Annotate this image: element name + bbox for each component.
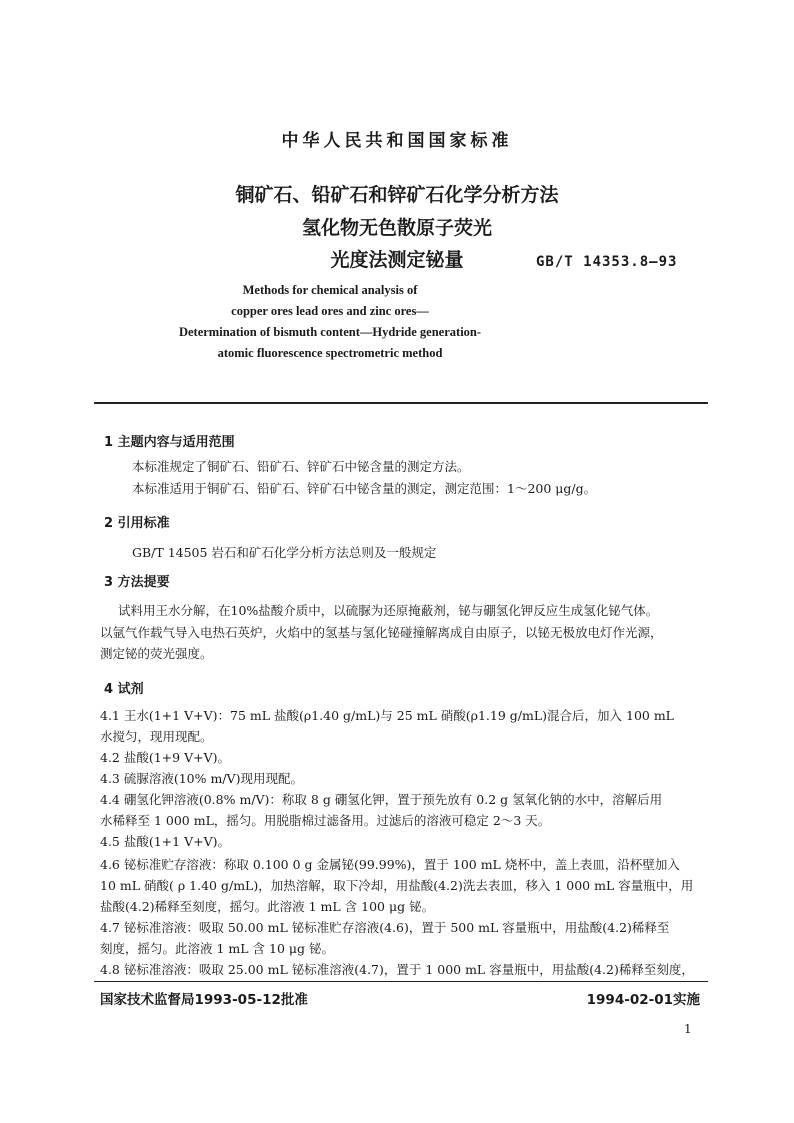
- approval-date: 国家技术监督局1993-05-12批准: [100, 992, 308, 1008]
- section-3-line-3: 测定铋的荧光强度。: [100, 646, 213, 661]
- section-4-line-1: 4.1 王水(1+1 V+V)：75 mL 盐酸(ρ1.40 g/mL)与 25 mL 硝酸(ρ1.19 g/mL)混合后，加入 100 mL: [100, 708, 674, 723]
- title-line-2: 氢化物无色散原子荧光: [301, 217, 492, 239]
- section-4-line-13: 4.8 铋标准溶液：吸取 25.00 mL 铋标准溶液(4.7)，置于 1 000 mL 容量瓶中，用盐酸(4.2)稀释至刻度，: [100, 962, 694, 977]
- section-1-line-1: 本标准规定了铜矿石、铅矿石、锌矿石中铋含量的测定方法。: [132, 459, 470, 474]
- english-title-line-4: atomic fluorescence spectrometric method: [217, 346, 443, 360]
- section-3-line-1: 试料用王水分解，在10%盐酸介质中，以硫脲为还原掩蔽剂，铋与硼氢化钾反应生成氢化铋气体。: [118, 603, 659, 618]
- standard-code: GB/T 14353.8—93: [536, 254, 678, 270]
- section-4-line-8: 4.6 铋标准贮存溶液：称取 0.100 0 g 金属铋(99.99%)，置于 100 mL 烧杯中，盖上表皿，沿杯壁加入: [100, 857, 680, 872]
- footer-divider: [94, 981, 708, 982]
- section-4-line-3: 4.2 盐酸(1+9 V+V)。: [100, 750, 230, 765]
- section-1-line-2: 本标准适用于铜矿石、铅矿石、锌矿石中铋含量的测定，测定范围：1～200 μg/g。: [132, 481, 597, 496]
- section-4-line-9: 10 mL 硝酸( ρ 1.40 g/mL)，加热溶解，取下冷却，用盐酸(4.2)洗去表皿，移入 1 000 mL 容量瓶中，用: [100, 878, 694, 893]
- section-4-line-5: 4.4 硼氢化钾溶液(0.8% m/V)：称取 8 g 硼氢化钾，置于预先放有 0.2 g 氢氧化钠的水中，溶解后用: [100, 792, 663, 807]
- section-4-line-4: 4.3 硫脲溶液(10% m/V)现用现配。: [100, 771, 303, 786]
- section-4-line-7: 4.5 盐酸(1+1 V+V)。: [100, 834, 230, 849]
- section-4-line-12: 刻度，摇匀。此溶液 1 mL 含 10 μg 铋。: [100, 941, 334, 956]
- header-divider: [94, 402, 708, 404]
- section-3-line-2: 以氩气作载气导入电热石英炉，火焰中的氢基与氢化铋碰撞解离成自由原子，以铋无极放电灯作光源，: [100, 625, 663, 640]
- section-4-line-2: 水搅匀，现用现配。: [100, 729, 213, 744]
- english-title-line-3: Determination of bismuth content—Hydride generation-: [178, 325, 482, 339]
- title-line-1: 铜矿石、铅矿石和锌矿石化学分析方法: [235, 184, 559, 206]
- section-1-heading: 1 主题内容与适用范围: [104, 435, 235, 450]
- document-header: 中华人民共和国国家标准: [281, 131, 513, 151]
- section-4-line-6: 水稀释至 1 000 mL，摇匀。用脱脂棉过滤备用。过滤后的溶液可稳定 2～3 天。: [100, 813, 551, 828]
- section-2-heading: 2 引用标准: [104, 516, 170, 531]
- section-3-heading: 3 方法提要: [104, 575, 170, 590]
- title-line-3: 光度法测定铋量: [330, 249, 464, 271]
- section-4-line-11: 4.7 铋标准溶液：吸取 50.00 mL 铋标准贮存溶液(4.6)，置于 500 mL 容量瓶中，用盐酸(4.2)稀释至: [100, 920, 670, 935]
- page-number: 1: [684, 1022, 692, 1036]
- implementation-date: 1994-02-01实施: [586, 992, 700, 1008]
- section-2-line-1: GB/T 14505 岩石和矿石化学分析方法总则及一般规定: [132, 545, 437, 560]
- english-title-line-2: copper ores lead ores and zinc ores—: [231, 304, 429, 318]
- section-4-heading: 4 试剂: [104, 682, 144, 697]
- section-4-line-10: 盐酸(4.2)稀释至刻度，摇匀。此溶液 1 mL 含 100 μg 铋。: [100, 899, 435, 914]
- english-title-line-1: Methods for chemical analysis of: [242, 283, 418, 297]
